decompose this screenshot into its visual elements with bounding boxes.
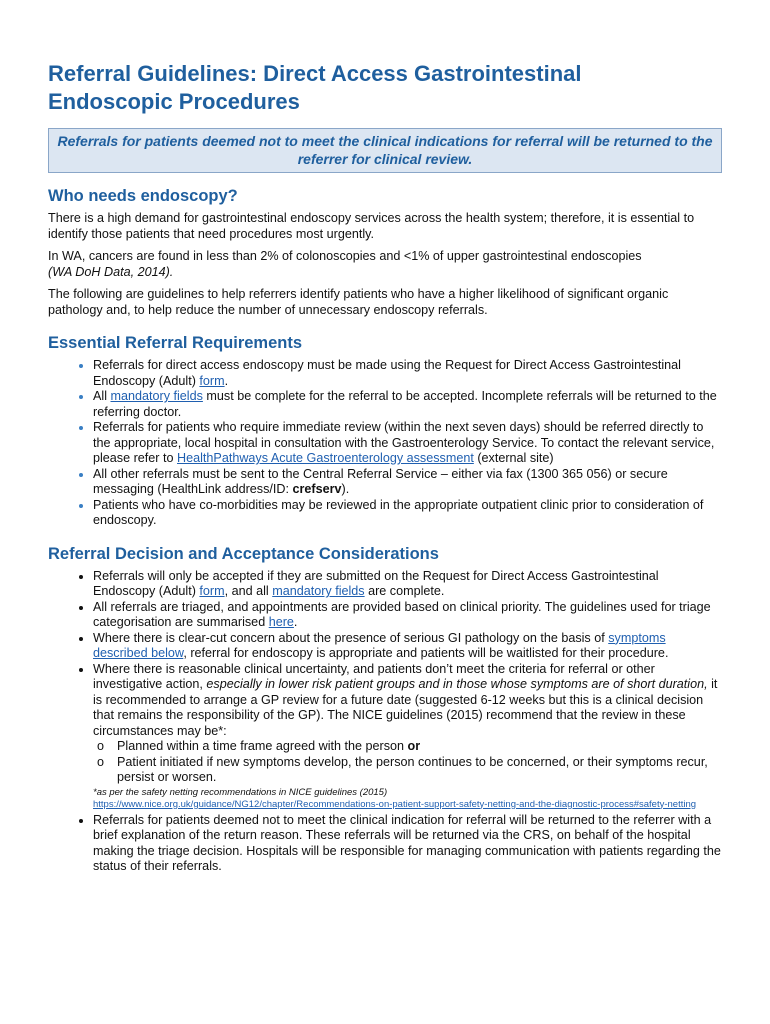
sub-list-item — [97, 754, 722, 786]
list-item: • Patients who have co-morbidities may be reviewed in the appropriate outpatient clinic prior to consideration of endoscopy. — [93, 498, 722, 529]
list-item — [93, 600, 722, 631]
nice-guidelines-link[interactable]: https://www.nice.org.uk/guidance/NG12/chapter/Recommendations-on-patient-support-safety-netting-and-the-diagnostic-process#safety-netting — [93, 798, 697, 810]
title-line-2: Endoscopic Procedures — [48, 89, 300, 114]
footnote-text: *as per the safety netting recommendations in NICE guidelines (2015) — [93, 786, 388, 798]
list-item — [93, 389, 722, 420]
section-heading-essential-requirements: Essential Referral Requirements — [48, 334, 303, 352]
list-item: • Referrals for patients deemed not to meet the clinical indication for referral will be returned to the referrer with a brief explanation of the return reason. These referrals will be returned via the CRS, on behalf of the hospital making the triage decision. Hospitals will be responsible for managing communication with patients regarding the status of their referrals. — [93, 813, 722, 875]
paragraph-wa-cancers — [48, 249, 722, 280]
list-item-text-end: (external site) — [473, 451, 554, 465]
list-item-text-end: , referral for endoscopy is appropriate and patients will be waitlisted for their procedure. — [183, 646, 669, 660]
mandatory-fields-link[interactable]: mandatory fields — [110, 389, 203, 403]
symptoms-described-below-link[interactable]: symptoms described below — [93, 630, 666, 660]
section-heading-decision-considerations: Referral Decision and Acceptance Considerations — [48, 544, 439, 563]
list-item-text: All — [93, 389, 111, 403]
wa-cancers-text: In WA, cancers are found in less than 2% of colonoscopies and <1% of upper gastrointestinal endoscopies — [48, 249, 642, 263]
list-item-text: Referrals will only be accepted if they are submitted on the Request for Direct Access Gastrointestinal Endoscopy (Adult) — [93, 568, 659, 598]
sub-list-item-text: Planned within a time frame agreed with the person — [117, 739, 408, 753]
section-essential-requirements — [48, 332, 722, 529]
list-item-text-end: ). — [341, 482, 350, 496]
sub-bullet-marker: o — [97, 754, 105, 769]
wa-cancers-citation: (WA DoH Data, 2014). — [48, 264, 174, 279]
list-item — [93, 420, 722, 467]
section-heading-who-needs-endoscopy: Who needs endoscopy? — [48, 187, 238, 205]
review-options-list — [93, 739, 722, 786]
requirements-list — [48, 358, 722, 529]
list-item-text: Referrals for direct access endoscopy must be made using the Request for Direct Access Gastrointestinal Endoscopy (Adult) — [93, 358, 681, 388]
list-item — [93, 358, 722, 389]
list-item-text: All referrals are triaged, and appointments are provided based on clinical priority. The guidelines used for triage categorisation are summarised — [93, 599, 711, 629]
paragraph-guidelines-purpose: The following are guidelines to help referrers identify patients who have a higher likelihood of significant organic pathology and, to help reduce the number of unnecessary endoscopy referrals. — [48, 287, 669, 317]
section-decision-considerations — [48, 543, 722, 875]
list-item-text-end: . — [224, 373, 229, 388]
nice-footnote — [93, 787, 722, 811]
list-item-text: Referrals for patients who require immediate review (within the next seven days) should be referred directly to the appropriate, local hospital in consultation with the Gastroenterology Service. To contact the relevant service, please refer to — [93, 420, 715, 465]
list-item-text-end: . — [293, 615, 298, 629]
list-item — [93, 467, 722, 498]
list-item-text-mid: , and all — [224, 584, 273, 598]
considerations-list — [48, 569, 722, 875]
list-item-text: All other referrals must be sent to the Central Referral Service – either via fax (1300 365 056) or secure messaging (HealthLink address/ID: — [93, 466, 668, 496]
paragraph-demand: There is a high demand for gastrointestinal endoscopy services across the health system; therefore, it is essential to identify those patients that need procedures most urgently. — [48, 211, 695, 241]
list-item-text-end: it is recommended to arrange a GP review for a future date (suggested 6-12 weeks but this is a clinical decision that remains the responsibility of the GP). The NICE guidelines (2015) recommend that the review in these circumstances may be*: — [93, 677, 718, 738]
form-link[interactable]: form — [199, 584, 225, 598]
healthlink-id: crefserv — [292, 482, 342, 496]
list-item-text-end: are complete. — [364, 584, 445, 598]
list-item-text: Where there is reasonable clinical uncertainty, and patients don’t meet the criteria for referral or other investigative action, — [93, 661, 655, 691]
page-title — [48, 60, 722, 116]
list-item — [93, 631, 722, 662]
sub-list-item-text: Patient initiated if new symptoms develop, the person continues to be concerned, or their symptoms recur, persist or worsen. — [117, 754, 708, 784]
list-item-emphasis: especially in lower risk patient groups and in those whose symptoms are of short duration, — [206, 677, 708, 691]
healthpathways-link[interactable]: HealthPathways Acute Gastroenterology assessment — [177, 451, 474, 465]
list-item-text: Where there is clear-cut concern about the presence of serious GI pathology on the basis of — [93, 630, 609, 645]
sub-list-item-bold: or — [407, 739, 421, 753]
sub-bullet-marker: o — [97, 739, 105, 753]
list-item — [93, 662, 722, 811]
title-line-1: Referral Guidelines: Direct Access Gastrointestinal — [48, 61, 582, 86]
form-link[interactable]: form — [199, 373, 225, 388]
list-item — [93, 569, 722, 600]
here-link[interactable]: here — [268, 615, 294, 629]
list-item-text-end: must be complete for the referral to be accepted. Incomplete referrals will be returned to the referring doctor. — [93, 389, 717, 419]
warning-banner: Referrals for patients deemed not to meet the clinical indications for referral will be returned to the referrer for clinical review. — [48, 128, 722, 173]
sub-list-item — [97, 739, 722, 755]
mandatory-fields-link[interactable]: mandatory fields — [272, 584, 365, 598]
